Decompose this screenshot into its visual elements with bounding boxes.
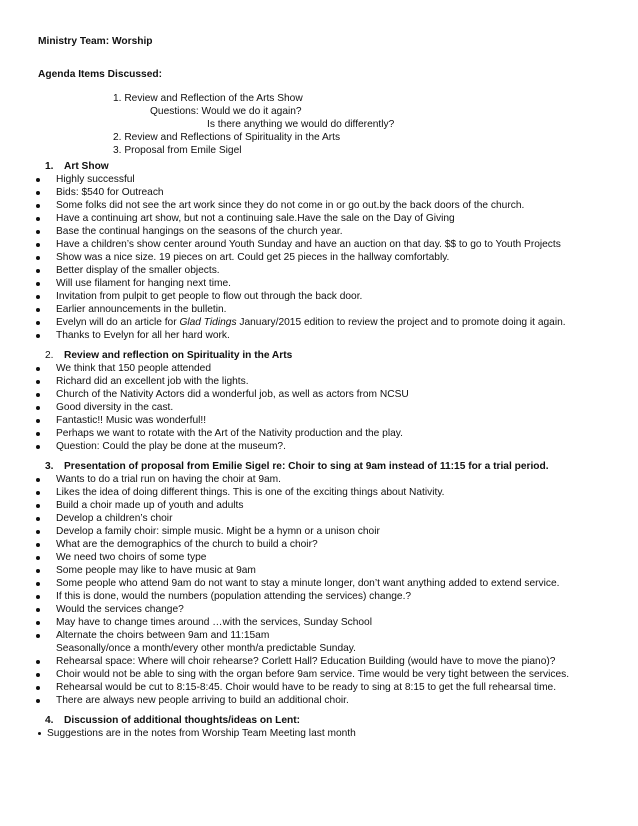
list-item: Church of the Nativity Actors did a wonderful job, as well as actors from NCSU (0, 388, 638, 401)
bullet-icon (36, 282, 40, 286)
section-number: 1. (45, 161, 54, 172)
bullet-icon (36, 178, 40, 182)
bullet-icon (36, 217, 40, 221)
list-item: Will use filament for hanging next time. (0, 277, 638, 290)
list-item: Would the services change? (0, 603, 638, 616)
section-number: 3. (45, 461, 54, 472)
bullet-icon (36, 191, 40, 195)
list-item: Have a continuing art show, but not a continuing sale.Have the sale on the Day of Giving (0, 212, 638, 225)
section-2-list (0, 362, 638, 453)
list-item: What are the demographics of the church to build a choir? (0, 538, 638, 551)
list-item: If this is done, would the numbers (population attending the services) change.? (0, 590, 638, 603)
list-item: Build a choir made up of youth and adults (0, 499, 638, 512)
list-item: Wants to do a trial run on having the choir at 9am. (0, 473, 638, 486)
list-item: Alternate the choirs between 9am and 11:15am (0, 629, 638, 642)
document-title: Ministry Team: Worship (38, 36, 153, 47)
section-3-heading (0, 460, 638, 473)
minutes-sections (0, 160, 638, 740)
bullet-icon (36, 432, 40, 436)
bullet-icon (36, 256, 40, 260)
agenda-heading: Agenda Items Discussed: (38, 69, 162, 80)
list-item: Perhaps we want to rotate with the Art of the Nativity production and the play. (0, 427, 638, 440)
list-item: Earlier announcements in the bulletin. (0, 303, 638, 316)
list-item: There are always new people arriving to build an additional choir. (0, 694, 638, 707)
list-item: Better display of the smaller objects. (0, 264, 638, 277)
bullet-icon (36, 204, 40, 208)
bullet-icon (36, 595, 40, 599)
bullet-icon (36, 478, 40, 482)
agenda-question-1: Questions: Would we do it again? (150, 106, 302, 117)
bullet-icon (36, 406, 40, 410)
bullet-icon (36, 660, 40, 664)
list-item: Rehearsal space: Where will choir rehearse? Corlett Hall? Education Building (would have to move the piano)? (0, 655, 638, 668)
list-item: Rehearsal would be cut to 8:15-8:45. Choir would have to be ready to sing at 8:15 to get the full rehearsal time. (0, 681, 638, 694)
agenda-item-2: 2. Review and Reflections of Spirituality in the Arts (113, 132, 341, 143)
list-item: Thanks to Evelyn for all her hard work. (0, 329, 638, 342)
list-item: We think that 150 people attended (0, 362, 638, 375)
list-item: Suggestions are in the notes from Worship Team Meeting last month (0, 727, 638, 740)
bullet-icon (36, 569, 40, 573)
list-item: Highly successful (0, 173, 638, 186)
bullet-icon (36, 699, 40, 703)
list-item: Good diversity in the cast. (0, 401, 638, 414)
bullet-icon (36, 445, 40, 449)
bullet-icon (38, 732, 41, 735)
bullet-icon (36, 321, 40, 325)
agenda-item-1: 1. Review and Reflection of the Arts Show (113, 93, 303, 104)
section-title: Review and reflection on Spirituality in the Arts (64, 350, 293, 361)
section-1-list (0, 173, 638, 342)
section-title: Art Show (64, 161, 109, 172)
bullet-icon (36, 230, 40, 234)
bullet-icon (36, 621, 40, 625)
bullet-icon (36, 543, 40, 547)
section-title: Discussion of additional thoughts/ideas on Lent: (64, 715, 301, 726)
bullet-icon (36, 517, 40, 521)
list-item: Fantastic!! Music was wonderful!! (0, 414, 638, 427)
section-4-heading (0, 714, 638, 727)
bullet-icon (36, 380, 40, 384)
bullet-icon (36, 308, 40, 312)
section-3-list (0, 473, 638, 707)
section-title: Presentation of proposal from Emilie Sigel re: Choir to sing at 9am instead of 11:15 for a trial period. (64, 461, 549, 472)
bullet-icon (36, 556, 40, 560)
list-item: Likes the idea of doing different things. This is one of the exciting things about Nativity. (0, 486, 638, 499)
list-item: Base the continual hangings on the seasons of the church year. (0, 225, 638, 238)
section-1-heading (0, 160, 638, 173)
list-item: Some people who attend 9am do not want to stay a minute longer, don’t want anything added to extend service. (0, 577, 638, 590)
bullet-icon (36, 608, 40, 612)
bullet-icon (36, 334, 40, 338)
agenda-question-2: Is there anything we would do differently? (207, 119, 395, 130)
list-item: Question: Could the play be done at the museum?. (0, 440, 638, 453)
bullet-icon (36, 367, 40, 371)
list-item: Evelyn will do an article for Glad Tidings January/2015 edition to review the project and to promote doing it again. (0, 316, 638, 329)
bullet-icon (36, 530, 40, 534)
section-number: 4. (45, 715, 54, 726)
section-2-heading (0, 349, 638, 362)
bullet-icon (36, 269, 40, 273)
list-item: Show was a nice size. 19 pieces on art. Could get 25 pieces in the hallway comfortably. (0, 251, 638, 264)
bullet-icon (36, 634, 40, 638)
list-item: Develop a family choir: simple music. Might be a hymn or a unison choir (0, 525, 638, 538)
list-item: Richard did an excellent job with the lights. (0, 375, 638, 388)
bullet-icon (36, 243, 40, 247)
list-item: Some folks did not see the art work since they do not come in or go out.by the back doors of the church. (0, 199, 638, 212)
bullet-icon (36, 504, 40, 508)
list-item: Some people may like to have music at 9am (0, 564, 638, 577)
agenda-item-3: 3. Proposal from Emile Sigel (113, 145, 242, 156)
list-item: Develop a children’s choir (0, 512, 638, 525)
list-item: Have a children’s show center around Youth Sunday and have an auction on that day. $$ to go to Youth Projects (0, 238, 638, 251)
bullet-icon (36, 491, 40, 495)
bullet-icon (36, 686, 40, 690)
bullet-icon (36, 419, 40, 423)
list-item-continuation: Seasonally/once a month/every other month/a predictable Sunday. (56, 643, 356, 654)
list-item: We need two choirs of some type (0, 551, 638, 564)
section-4-list (0, 727, 638, 740)
list-item: Invitation from pulpit to get people to flow out through the back door. (0, 290, 638, 303)
publication-name: Glad Tidings (179, 317, 237, 328)
bullet-icon (36, 295, 40, 299)
bullet-icon (36, 582, 40, 586)
section-number: 2. (45, 350, 54, 361)
list-item: Choir would not be able to sing with the organ before 9am service. Time would be very tight between the services. (0, 668, 638, 681)
bullet-icon (36, 673, 40, 677)
list-item: May have to change times around …with the services, Sunday School (0, 616, 638, 629)
agenda-list (0, 92, 638, 157)
bullet-icon (36, 393, 40, 397)
list-item: Bids: $540 for Outreach (0, 186, 638, 199)
